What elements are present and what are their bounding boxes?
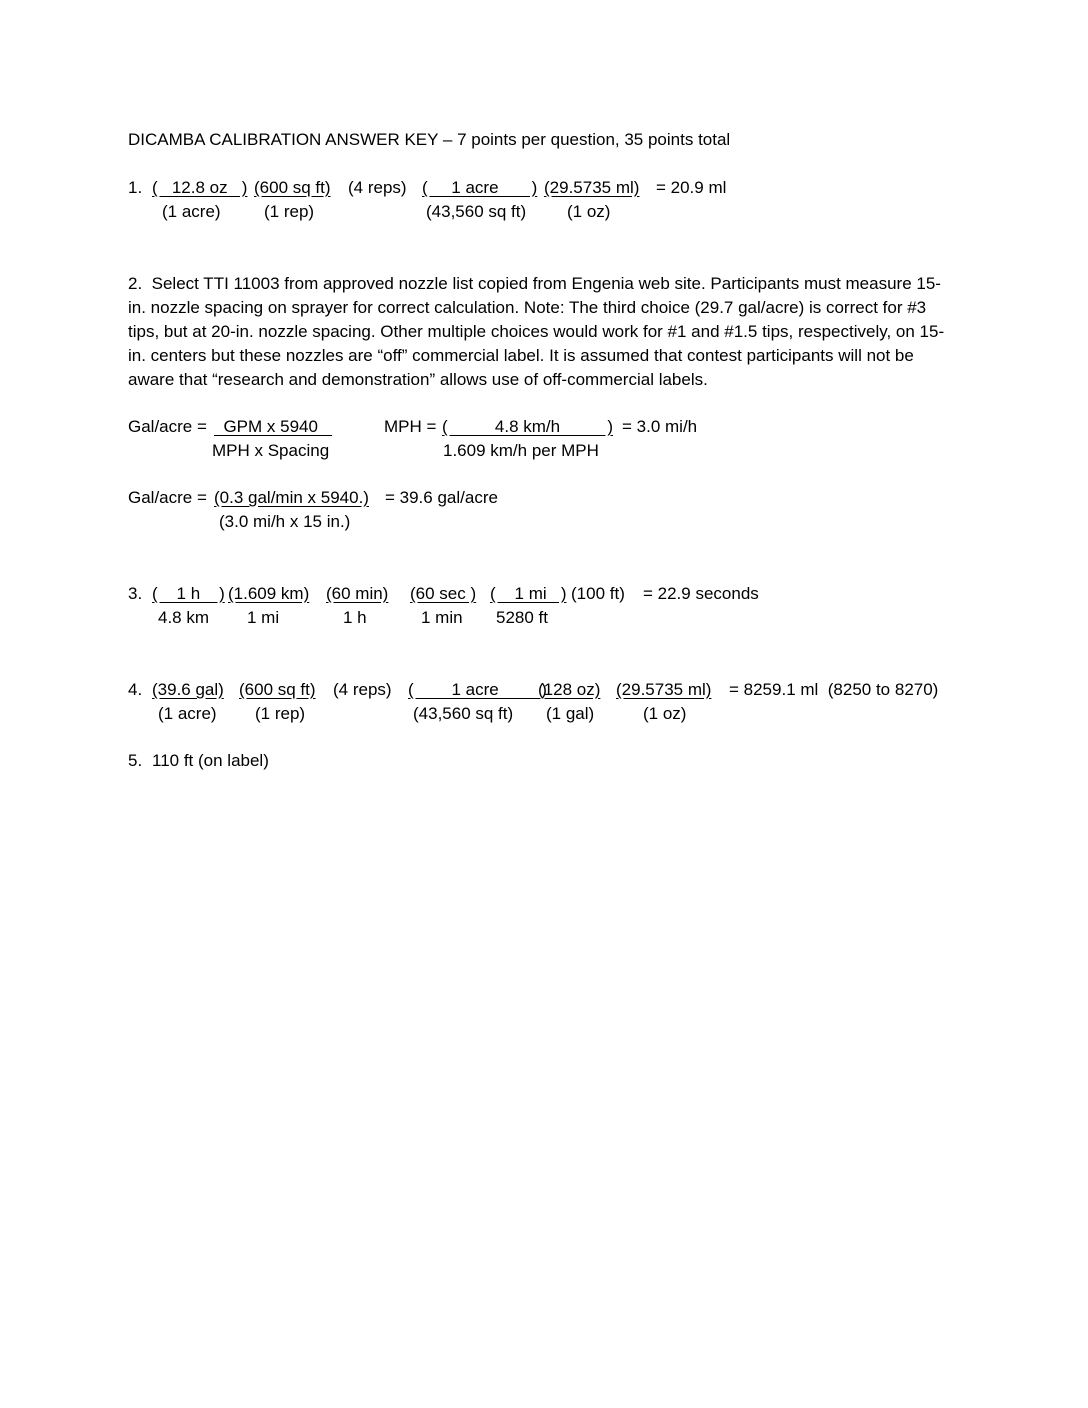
q4-term-5-denominator: (1 gal) xyxy=(546,704,595,723)
formula-mph-numerator: ( 4.8 km/h ) xyxy=(442,417,613,436)
q3-term-5-denominator: 5280 ft xyxy=(496,608,548,627)
q5-answer: 110 ft (on label) xyxy=(152,751,269,770)
question-number: 5. xyxy=(128,751,143,770)
q1-term-3: (4 reps) xyxy=(348,178,407,197)
formula-gal-acre-calc-numerator: (0.3 gal/min x 5940.) xyxy=(214,488,369,507)
q3-term-2-numerator: (1.609 km) xyxy=(228,584,310,603)
question-number: 1. xyxy=(128,178,143,197)
q4-result: = 8259.1 ml (8250 to 8270) xyxy=(729,680,939,699)
q1-term-5-denominator: (1 oz) xyxy=(567,202,611,221)
q1-result: = 20.9 ml xyxy=(656,178,727,197)
q4-term-4-denominator: (43,560 sq ft) xyxy=(413,704,514,723)
q4-term-2-denominator: (1 rep) xyxy=(255,704,306,723)
formula-gal-acre-denominator: MPH x Spacing xyxy=(212,441,330,460)
question-number: 2. xyxy=(128,274,143,293)
q3-term-2-denominator: 1 mi xyxy=(247,608,280,627)
q2-text: Select TTI 11003 from approved nozzle list copied from Engenia web site. Participants must measure 15-in. nozzle spacing on sprayer for correct calculation. Note: The third choice (29.7 gal/acre) is correct for #3 tips, but at 20-in. nozzle spacing. Other multiple choices would work for #1 and #1.5 tips, respectively, on 15-in. centers but these nozzles are “off” commercial label. It is assumed that contest participants will not be aware that “research and demonstration” allows use of off-commercial labels. xyxy=(128,274,945,389)
formula-gal-acre-calc-denominator: (3.0 mi/h x 15 in.) xyxy=(219,512,351,531)
q1-term-5-numerator: (29.5735 ml) xyxy=(544,178,640,197)
formula-gal-acre-lhs: Gal/acre = xyxy=(128,417,207,436)
formula-gal-acre-numerator: GPM x 5940 xyxy=(214,417,333,436)
formula-mph-lhs: MPH = xyxy=(384,417,437,436)
q3-term-6: (100 ft) xyxy=(571,584,625,603)
q4-term-6-numerator: (29.5735 ml) xyxy=(616,680,712,699)
q4-term-6-denominator: (1 oz) xyxy=(643,704,687,723)
q3-term-4-numerator: (60 sec ) xyxy=(410,584,477,603)
q1-term-2-numerator: (600 sq ft) xyxy=(254,178,331,197)
q1-term-1-denominator: (1 acre) xyxy=(162,202,221,221)
q3-term-5-numerator: ( 1 mi ) xyxy=(490,584,567,603)
question-number: 3. xyxy=(128,584,143,603)
formula-gal-acre-calc-lhs: Gal/acre = xyxy=(128,488,207,507)
q4-term-1-numerator: (39.6 gal) xyxy=(152,680,224,699)
q1-term-1-numerator: ( 12.8 oz ) xyxy=(152,178,248,197)
document-title: DICAMBA CALIBRATION ANSWER KEY – 7 points per question, 35 points total xyxy=(128,130,731,149)
q1-term-2-denominator: (1 rep) xyxy=(264,202,315,221)
q3-term-1-denominator: 4.8 km xyxy=(158,608,210,627)
q3-term-3-denominator: 1 h xyxy=(343,608,367,627)
formula-mph-result: = 3.0 mi/h xyxy=(622,417,698,436)
question-number: 4. xyxy=(128,680,143,699)
q4-term-5-numerator: (128 oz) xyxy=(538,680,601,699)
q4-term-2-numerator: (600 sq ft) xyxy=(239,680,316,699)
q1-term-4-denominator: (43,560 sq ft) xyxy=(426,202,527,221)
q3-term-3-numerator: (60 min) xyxy=(326,584,389,603)
q4-term-1-denominator: (1 acre) xyxy=(158,704,217,723)
formula-gal-acre-calc-result: = 39.6 gal/acre xyxy=(385,488,498,507)
formula-mph-denominator: 1.609 km/h per MPH xyxy=(443,441,599,460)
q4-term-4-numerator: ( 1 acre ) xyxy=(408,680,547,699)
q3-result: = 22.9 seconds xyxy=(643,584,759,603)
q4-term-3: (4 reps) xyxy=(333,680,392,699)
q2-paragraph xyxy=(128,272,958,392)
q3-term-1-numerator: ( 1 h ) xyxy=(152,584,225,603)
q1-term-4-numerator: ( 1 acre ) xyxy=(422,178,538,197)
q3-term-4-denominator: 1 min xyxy=(421,608,463,627)
